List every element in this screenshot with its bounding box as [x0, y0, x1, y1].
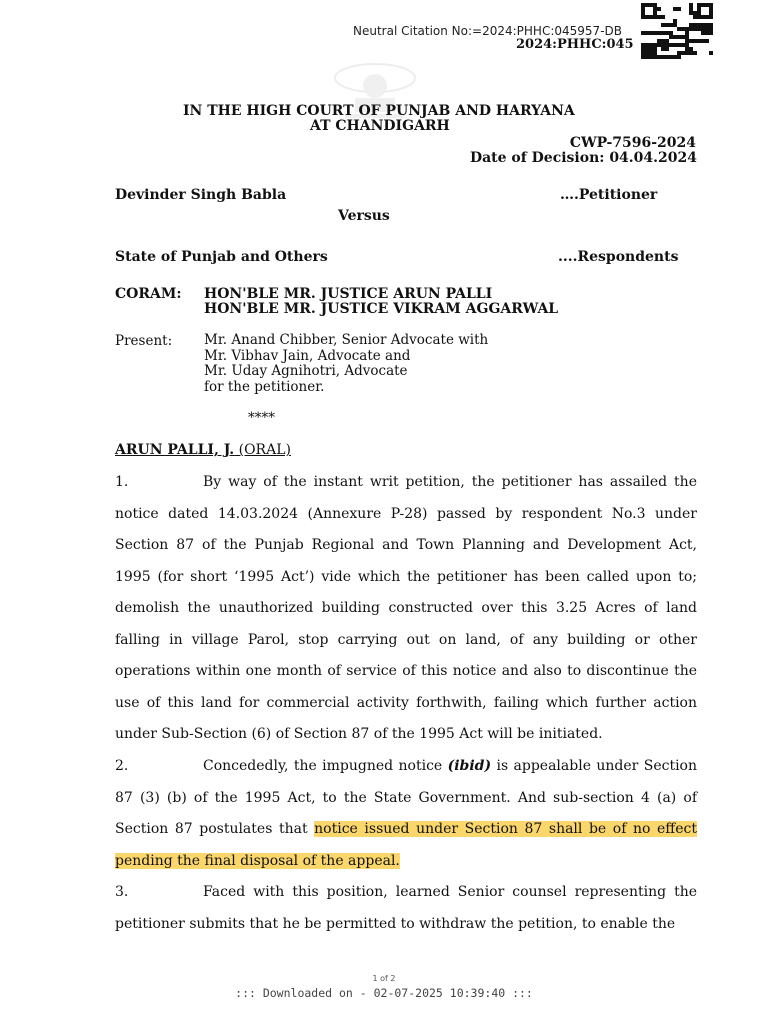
paragraph-number: 3. [115, 884, 129, 900]
paragraph-3 [115, 877, 697, 940]
ibid-italic: (ibid) [447, 758, 492, 774]
present-label: Present: [115, 333, 173, 349]
coram-judge-2: HON'BLE MR. JUSTICE VIKRAM AGGARWAL [204, 301, 559, 317]
neutral-citation: Neutral Citation No:=2024:PHHC:045957-DB [353, 24, 622, 38]
court-location: AT CHANDIGARH [310, 118, 450, 134]
present-line: for the petitioner. [204, 378, 325, 395]
separator-stars: **** [248, 410, 275, 426]
paragraph-number: 2. [115, 758, 129, 774]
judgment-author [115, 442, 291, 458]
petitioner-name: Devinder Singh Babla [115, 187, 287, 203]
coram-label: CORAM: [115, 286, 182, 302]
paragraph-number: 1. [115, 474, 129, 490]
coram-judge-1: HON'BLE MR. JUSTICE ARUN PALLI [204, 286, 493, 302]
qr-code-icon [641, 3, 713, 61]
author-name: ARUN PALLI, J. [115, 442, 235, 458]
present-list [204, 333, 488, 395]
page-number: 1 of 2 [372, 974, 396, 983]
paragraph-text-continued: is appealable under Section 87 (3) (b) of the 1995 Act, to the State Government. And sub-section 4 (a) of Section 87 postulates that [115, 758, 697, 837]
versus-label: Versus [338, 208, 390, 224]
court-title: IN THE HIGH COURT OF PUNJAB AND HARYANA [183, 103, 575, 119]
case-number: CWP-7596-2024 [569, 135, 696, 151]
decision-date: Date of Decision: 04.04.2024 [469, 150, 697, 166]
author-suffix: (ORAL) [234, 442, 291, 458]
paragraph-text: By way of the instant writ petition, the petitioner has assailed the notice dated 14.03.2024 (Annexure P-28) passed by respondent No.3 under Section 87 of the Punjab Regional and Town Planning and Development Act, 1995 (for short ‘1995 Act’) vide which the petitioner has been called upon to; demolish the unauthorized building constructed over this 3.25 Acres of land falling in village Parol, stop carrying out on land, of any building or other operations within one month of service of this notice and also to discontinue the use of this land for commercial activity forthwith, failing which further action under Sub-Section (6) of Section 87 of the 1995 Act will be initiated. [115, 474, 697, 742]
present-line: Mr. Uday Agnihotri, Advocate [204, 363, 408, 379]
paragraph-2 [115, 751, 697, 877]
paragraph-1 [115, 467, 697, 751]
citation-short: 2024:PHHC:045 [516, 37, 634, 52]
petitioner-role: ….Petitioner [560, 187, 658, 203]
present-line: Mr. Vibhav Jain, Advocate and [204, 347, 411, 364]
paragraph-text: Concededly, the impugned notice [203, 758, 448, 774]
paragraph-text: Faced with this position, learned Senior counsel representing the petitioner submits that he be permitted to withdraw the petition, to enable the [115, 884, 697, 932]
highlighted-text: notice issued under Section 87 shall be of no effect pending the final disposal of the appeal. [115, 821, 697, 869]
present-line: Mr. Anand Chibber, Senior Advocate with [204, 332, 489, 348]
respondent-role: ....Respondents [558, 249, 679, 265]
respondent-name: State of Punjab and Others [115, 249, 328, 265]
download-stamp: ::: Downloaded on - 02-07-2025 10:39:40 ::: [235, 986, 533, 1000]
